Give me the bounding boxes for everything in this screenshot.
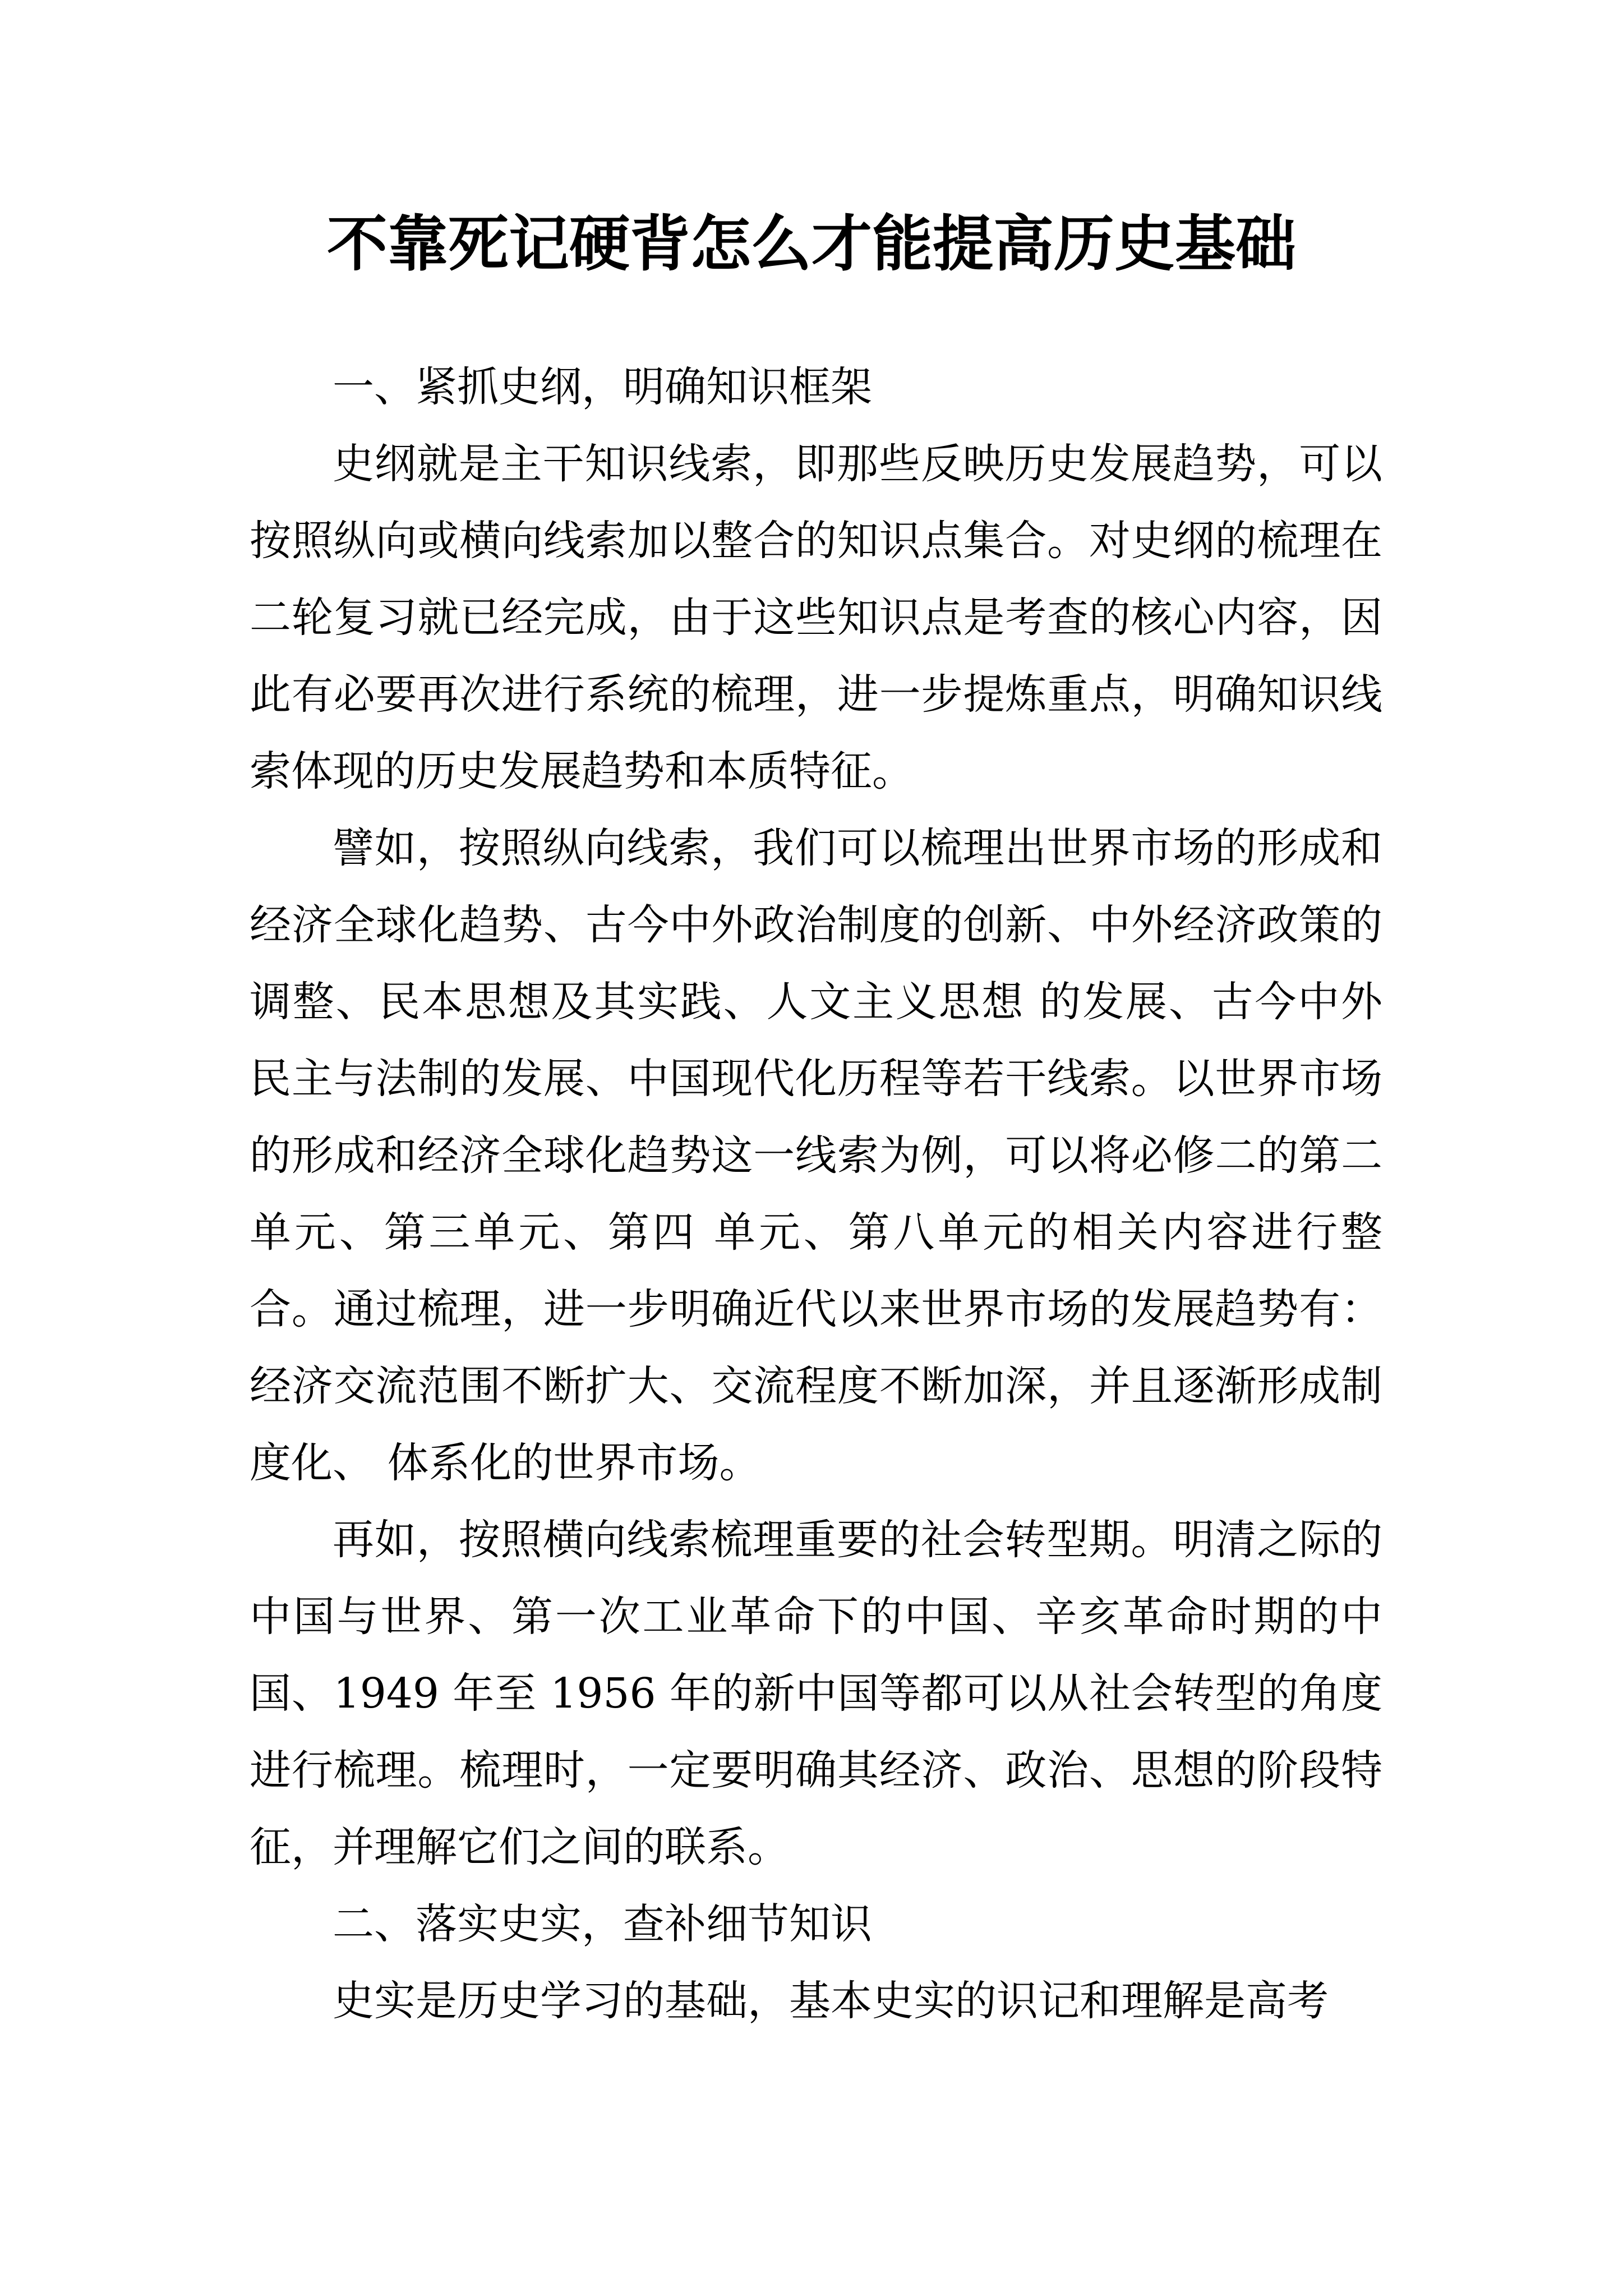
section-heading-2: 二、落实史实，查补细节知识 [333,1900,872,1948]
paragraph: 史纲就是主干知识线索，即那些反映历史发展趋势，可以按照纵向或横向线索加以整合的知识点集合。对史纲的梳理在二轮复习就已经完成，由于这些知识点是考查的核心内容，因此有必要再次进行系统的梳理，进一步提炼重点，明确知识线索体现的历史发展趋势和本质特征。 [250,440,1382,795]
document-body [250,349,1382,2040]
section-heading-1: 一、紧抓史纲，明确知识框架 [333,363,872,411]
paragraph: 史实是历史学习的基础，基本史实的识记和理解是高考 [333,1977,1329,2025]
paragraph: 再如，按照横向线索梳理重要的社会转型期。明清之际的中国与世界、第一次工业革命下的中国、辛亥革命时期的中国、1949 年至 1956 年的新中国等都可以从社会转型的角度进行梳理。梳理时，一定要明确其经济、政治、思想的阶段特征，并理解它们之间的联系。 [250,1516,1382,1871]
paragraph: 譬如，按照纵向线索，我们可以梳理出世界市场的形成和经济全球化趋势、古今中外政治制度的创新、中外经济政策的调整、民本思想及其实践、人文主义思想 的发展、古今中外民主与法制的发展、中国现代化历程等若干线索。以世界市场的形成和经济全球化趋势这一线索为例，可以将必修二的第二单元、第三单元、第四 单元、第八单元的相关内容进行整合。通过梳理，进一步明确近代以来世界市场的发展趋势有：经济交流范围不断扩大、交流程度不断加深，并且逐渐形成制度化、 体系化的世界市场。 [250,824,1382,1487]
document-title: 不靠死记硬背怎么才能提高历史基础 [326,209,1296,279]
